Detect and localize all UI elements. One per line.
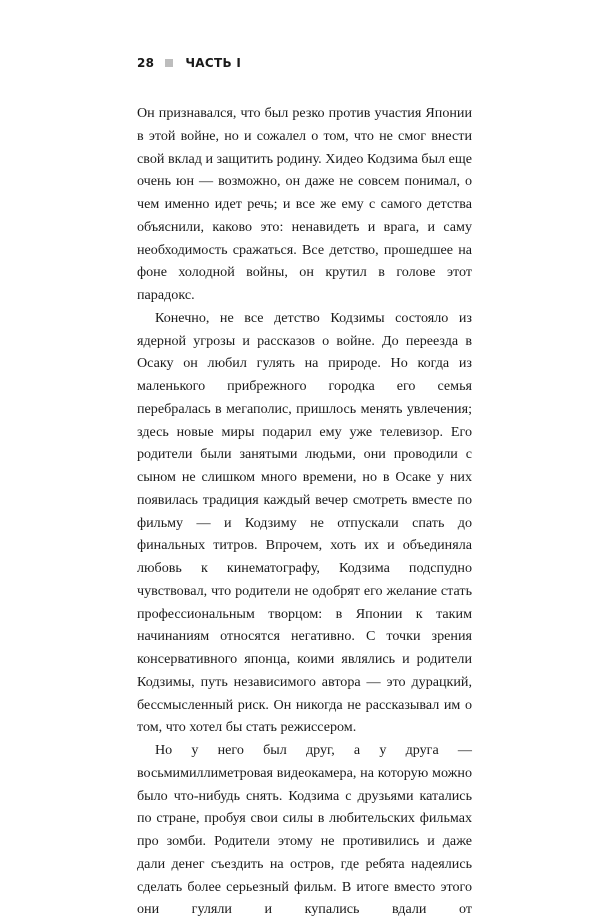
paragraph-1: Он признавался, что был резко против участия Японии в этой войне, но и сожалел о том, что не смог внести свой вклад и защитить родину. Хидео Кодзима был еще очень юн — возможно, он даже не совсем понимал, о чем именно идет речь; и все же ему с самого детства объяснили, каково это: ненавидеть и врага, и саму необходимость сражаться. Все детство, прошедшее на фоне холодной войны, он крутил в голове этот парадокс. [137, 105, 472, 303]
paragraph-3: Но у него был друг, а у друга — восьмимиллиметровая видеокамера, на которую можно было что-нибудь снять. Кодзима с друзьями катались по стране, пробуя свои силы в любительских фильмах про зомби. Родители этому не противились и даже дали денег съездить на остров, где ребята надеялись сделать более серьезный фильм. В итоге вместо этого они гуляли и купались вдали от [137, 742, 472, 918]
body-text [137, 102, 472, 921]
page-number: 28 [137, 56, 155, 70]
section-title: ЧАСТЬ I [185, 56, 242, 70]
square-separator-icon [165, 59, 173, 67]
paragraph-2: Конечно, не все детство Кодзимы состояло из ядерной угрозы и рассказов о войне. До переезда в Осаку он любил гулять на природе. Но когда из маленького прибрежного городка его семья перебралась в мегаполис, пришлось менять увлечения; здесь новые миры подарил ему уже телевизор. Его родители были занятыми людьми, они проводили с сыном не слишком много времени, но в Осаке у них появилась традиция каждый вечер смотреть вместе по фильму — и Кодзиму не отпускали спать до финальных титров. Впрочем, хоть их и объединяла любовь к кинематографу, Кодзима подспудно чувствовал, что родители не одобрят его желание стать профессиональным творцом: в Японии к таким начинаниям относятся негативно. С точки зрения консервативного японца, коими являлись и родители Кодзимы, путь независимого автора — это дурацкий, бессмысленный риск. Он никогда не рассказывал им о том, что хотел бы стать режиссером. [137, 309, 472, 736]
running-head [137, 53, 241, 73]
